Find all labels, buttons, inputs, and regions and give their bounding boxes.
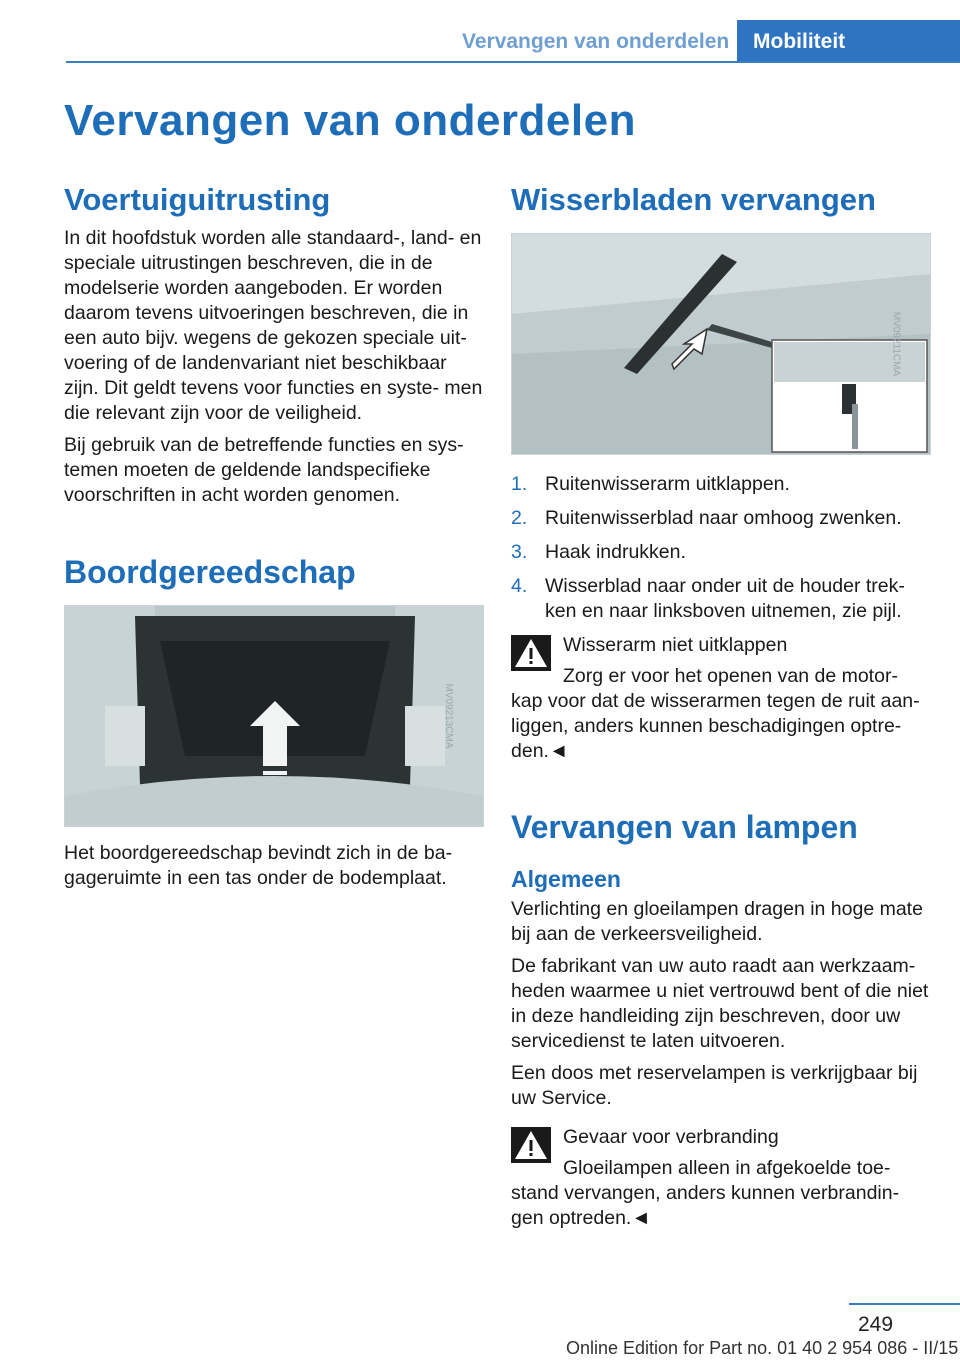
warning-line: Gloeilampen alleen in afgekoelde toe-	[563, 1157, 891, 1179]
page-title: Vervangen van onderdelen	[64, 96, 636, 145]
trunk-illustration	[65, 606, 483, 826]
warning-line: Zorg er voor het openen van de motor-	[563, 665, 898, 687]
heading-wisserbladen: Wisserbladen vervangen	[511, 182, 876, 217]
list-item: 1. Ruitenwisserarm uitklappen.	[511, 473, 790, 495]
header-section-title: Vervangen van onderdelen	[462, 30, 730, 53]
wiper-steps-list	[511, 472, 931, 624]
header-rule	[66, 61, 960, 63]
list-item: 2. Ruitenwisserblad naar omhoog zwenken.	[511, 507, 902, 529]
warning-wisserarm	[511, 633, 931, 764]
wiper-illustration	[512, 234, 930, 454]
edition-text: Online Edition for Part no. 01 40 2 954 086 - II/15	[566, 1338, 959, 1358]
warning-title: Gevaar voor verbranding	[563, 1126, 779, 1148]
warning-text: stand vervangen, anders kunnen verbrandin- gen optreden.◄	[511, 1182, 900, 1229]
warning-icon	[511, 1127, 551, 1163]
header-chapter-tab: Mobiliteit	[737, 20, 960, 63]
warning-icon	[511, 635, 551, 671]
paragraph-uitrusting: In dit hoofdstuk worden alle standaard-, land- en speciale uitrustingen beschreven, die in de modelserie worden aangeboden. Er worden daarom tevens uitvoeringen beschreven, die in een auto bijv. wegens de gekozen speciale uit- voering of de landenvariant niet beschikbaar zijn. Dit geldt tevens voor functies en syste- men die relevant zijn voor de veiligheid.	[64, 227, 483, 424]
right-column	[511, 182, 931, 1231]
heading-algemeen: Algemeen	[511, 866, 621, 892]
figure-code: MV09211CMA	[890, 311, 902, 377]
warning-title: Wisserarm niet uitklappen	[563, 634, 788, 656]
figure-code: MV09213CMA	[442, 683, 454, 749]
heading-lampen: Vervangen van lampen	[511, 809, 858, 845]
left-column	[64, 182, 484, 891]
trunk-figure	[64, 605, 484, 827]
paragraph-voorschriften: Bij gebruik van de betreffende functies en sys- temen moeten de geldende landspecifieke voorschriften in acht worden genomen.	[64, 434, 464, 506]
wiper-figure	[511, 233, 931, 455]
warning-verbranding	[511, 1125, 931, 1231]
heading-voertuiguitrusting: Voertuiguitrusting	[64, 182, 331, 217]
paragraph-fabrikant: De fabrikant van uw auto raadt aan werkzaam- heden waarmee u niet vertrouwd bent of die niet in deze handleiding zijn beschreven, door uw servicedienst te laten uitvoeren.	[511, 955, 929, 1052]
paragraph-reservelampen: Een doos met reservelampen is verkrijgbaar bij uw Service.	[511, 1062, 918, 1109]
paragraph-boordgereedschap: Het boordgereedschap bevindt zich in de ba- gageruimte in een tas onder de bodemplaat.	[64, 842, 453, 889]
warning-text: kap voor dat de wisserarmen tegen de ruit aan- liggen, anders kunnen beschadigingen optre- den.◄	[511, 690, 920, 762]
footer-rule	[849, 1303, 960, 1305]
list-item: 4. Wisserblad naar onder uit de houder trek- ken en naar linksboven uitnemen, zie pijl.	[511, 575, 905, 622]
list-item: 3. Haak indrukken.	[511, 541, 686, 563]
paragraph-verlichting: Verlichting en gloeilampen dragen in hoge mate bij aan de verkeersveiligheid.	[511, 898, 923, 945]
heading-boordgereedschap: Boordgereedschap	[64, 554, 356, 590]
page-number: 249	[858, 1313, 894, 1336]
